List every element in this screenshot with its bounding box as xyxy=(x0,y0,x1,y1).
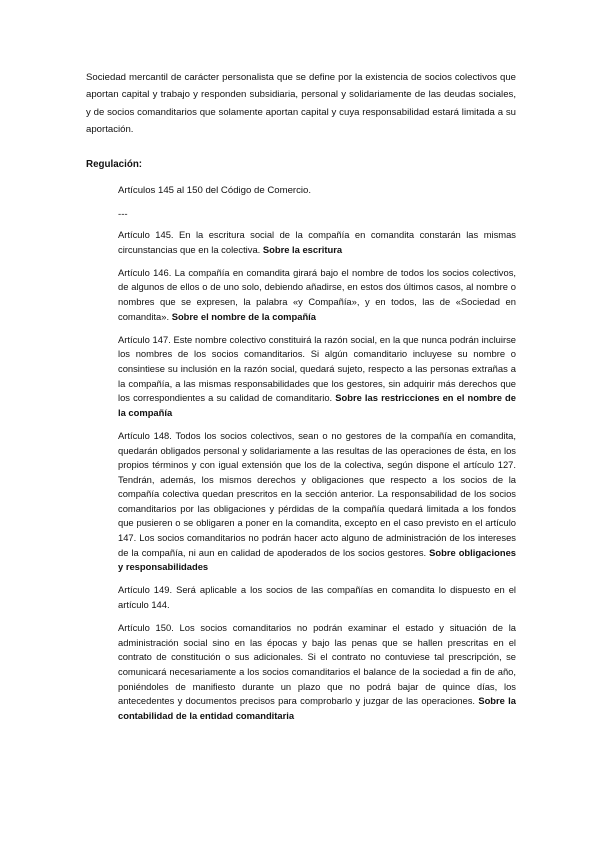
article-link[interactable]: Sobre el nombre de la compañía xyxy=(171,310,316,322)
regulation-references: Artículos 145 al 150 del Código de Comercio. xyxy=(118,185,312,196)
articles-list xyxy=(118,228,516,732)
article-145 xyxy=(118,228,516,257)
article-149 xyxy=(118,583,516,612)
article-147 xyxy=(118,333,516,421)
article-146 xyxy=(118,266,516,324)
article-text: Artículo 150. Los socios comanditarios no podrán examinar el estado y situación de la administración social sino en las épocas y bajo las penas que se hallen prescritas en el contrato de constitución o sus adicionales. Si el contrato no contuviese tal prescripción, se comunicará necesariamente a los socios comanditarios el balance de la sociedad a fin de año, poniéndoles de manifiesto durante un plazo que no podrá bajar de quince días, los antecedentes y documentos precisos para comprobarlo y juzgar de las operaciones. xyxy=(118,622,516,707)
article-150 xyxy=(118,621,516,723)
intro-paragraph: Sociedad mercantil de carácter personalista que se define por la existencia de socios colectivos que aportan capital y trabajo y responden subsidiaria, personal y solidariamente de las deudas sociales, y de socios comanditarios que solamente aportan capital y cuya responsabilidad estará limitada a su aportación. xyxy=(86,72,516,136)
article-148 xyxy=(118,429,516,575)
separator: --- xyxy=(118,209,128,220)
regulation-heading: Regulación: xyxy=(86,159,143,170)
article-text: Artículo 148. Todos los socios colectivos, sean o no gestores de la compañía en comandita, quedarán obligados personal y solidariamente a las resultas de las operaciones de ésta, en los propios términos y con igual extensión que los de la colectiva, según dispone el artículo 127. Tendrán, además, los mismos derechos y obligaciones que respecto a los socios de la compañía colectiva quedan prescritos en la sección anterior. La responsabilidad de los socios comanditarios por las obligaciones y pérdidas de la compañía quedará limitada a los fondos que pusieren o se obligaren a poner en la comandita, excepto en el caso previsto en el artículo 147. Los socios comanditarios no podrán hacer acto alguno de administración de los intereses de la compañía, ni aun en calidad de apoderados de los socios gestores. xyxy=(118,429,516,558)
article-text: Artículo 149. Será aplicable a los socios de las compañías en comandita lo dispuesto en el artículo 144. xyxy=(118,584,516,611)
article-link[interactable]: Sobre obligaciones y responsabilidades xyxy=(118,546,516,573)
article-text: Artículo 147. Este nombre colectivo constituirá la razón social, en la que nunca podrán incluirse los nombres de los socios comanditarios. Si algún comanditario incluyese su nombre o consintiese su inclusión en la razón social, quedará sujeto, respecto a las personas extrañas a la compañía, a las mismas responsabilidades que los gestores, sin adquirir más derechos que los correspondientes a su calidad de comanditario. xyxy=(118,333,516,404)
article-text: Artículo 146. La compañía en comandita girará bajo el nombre de todos los socios colectivos, de algunos de ellos o de uno solo, debiendo añadirse, en estos dos últimos casos, al nombre o nombres que se expresen, la palabra «y Compañía», y en todos, las de «Sociedad en comandita». xyxy=(118,266,516,322)
article-link[interactable]: Sobre la contabilidad de la entidad comanditaria xyxy=(118,695,516,721)
article-text: Artículo 145. En la escritura social de la compañía en comandita constarán las mismas circunstancias que en la colectiva. xyxy=(118,229,516,255)
article-link[interactable]: Sobre las restricciones en el nombre de la compañía xyxy=(118,392,516,418)
article-link[interactable]: Sobre la escritura xyxy=(262,243,343,255)
